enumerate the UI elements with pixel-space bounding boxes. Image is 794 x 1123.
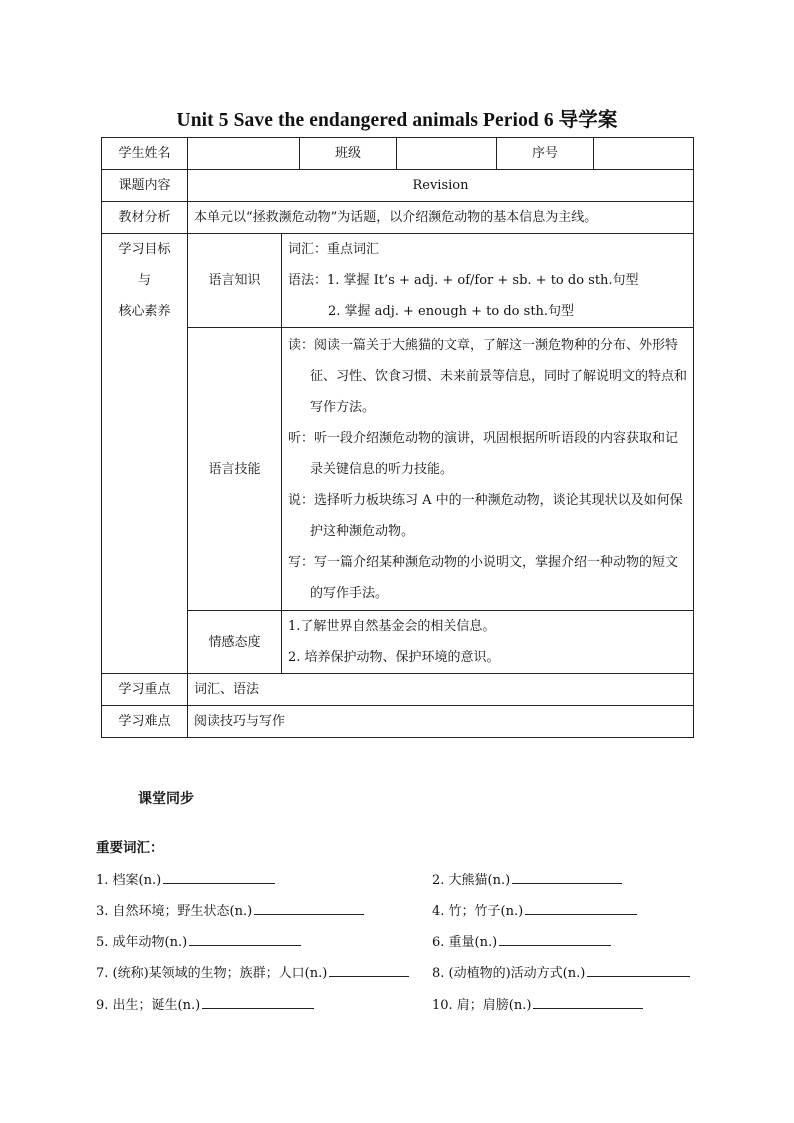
vocab-item-text: 1. 档案(n.) [96, 873, 162, 888]
class-label: 班级 [300, 138, 397, 170]
vocab-item-text: 3. 自然环境；野生状态(n.) [96, 904, 253, 919]
focus-value: 词汇、语法 [188, 674, 694, 706]
vocab-item-1 [96, 869, 275, 888]
vocab-item-text: 2. 大熊猫(n.) [432, 873, 511, 888]
skills-write: 写：写一篇介绍某种濒危动物的小说明文，掌握介绍一种动物的短文的写作手法。 [288, 554, 679, 601]
knowledge-label: 语言知识 [188, 234, 282, 328]
answer-blank[interactable] [512, 870, 622, 884]
attitude-line1: 1.了解世界自然基金会的相关信息。 [288, 619, 496, 634]
skills-speak: 说：选择听力板块练习 A 中的一种濒危动物，谈论其现状以及如何保护这种濒危动物。 [288, 492, 683, 539]
vocab-item-text: 5. 成年动物(n.) [96, 935, 188, 950]
knowledge-line1: 词汇：重点词汇 [288, 242, 380, 257]
lesson-plan-table [101, 137, 694, 738]
student-info-row [102, 138, 694, 170]
answer-blank[interactable] [533, 995, 643, 1009]
answer-blank[interactable] [329, 963, 409, 977]
focus-label: 学习重点 [102, 674, 188, 706]
skills-label: 语言技能 [188, 328, 282, 611]
goals-label-line3: 核心素养 [118, 304, 171, 319]
vocab-item-text: 7. (统称)某领域的生物；族群；人口(n.) [96, 966, 328, 981]
answer-blank[interactable] [202, 995, 314, 1009]
page-title: Unit 5 Save the endangered animals Period 6 导学案 [176, 110, 618, 131]
attitude-content [282, 611, 694, 674]
section-heading: 课堂同步 [138, 791, 194, 807]
vocab-item-5 [96, 931, 301, 950]
answer-blank[interactable] [587, 963, 690, 977]
focus-row [102, 674, 694, 706]
topic-value: Revision [188, 170, 694, 202]
difficulty-label: 学习难点 [102, 706, 188, 738]
vocab-heading: 重要词汇： [96, 840, 164, 856]
vocab-item-8 [432, 962, 690, 981]
vocab-item-7 [96, 962, 409, 981]
difficulty-row [102, 706, 694, 738]
class-field[interactable] [397, 138, 497, 170]
student-name-label: 学生姓名 [102, 138, 188, 170]
goals-label-line2: 与 [137, 273, 151, 288]
attitude-row [102, 611, 694, 674]
attitude-line2: 2. 培养保护动物、保护环境的意识。 [288, 650, 500, 665]
topic-row [102, 170, 694, 202]
vocab-item-2 [432, 869, 622, 888]
difficulty-value: 阅读技巧与写作 [188, 706, 694, 738]
vocab-item-text: 6. 重量(n.) [432, 935, 498, 950]
vocab-item-3 [96, 900, 364, 919]
knowledge-row [102, 234, 694, 328]
skills-read: 读：阅读一篇关于大熊猫的文章，了解这一濒危物种的分布、外形特征、习性、饮食习惯、未来前景等信息，同时了解说明文的特点和写作方法。 [288, 337, 688, 415]
knowledge-line3: 2. 掌握 adj. + enough + to do sth.句型 [328, 304, 575, 319]
skills-content [282, 328, 694, 611]
vocab-item-text: 4. 竹；竹子(n.) [432, 904, 524, 919]
answer-blank[interactable] [254, 901, 364, 915]
skills-row [102, 328, 694, 611]
goals-label-cell [102, 234, 188, 674]
topic-label: 课题内容 [102, 170, 188, 202]
skills-listen: 听：听一段介绍濒危动物的演讲，巩固根据所听语段的内容获取和记录关键信息的听力技能。 [288, 430, 679, 477]
answer-blank[interactable] [499, 932, 611, 946]
analysis-label: 教材分析 [102, 202, 188, 234]
student-name-field[interactable] [188, 138, 300, 170]
vocab-item-9 [96, 994, 314, 1013]
seq-label: 序号 [497, 138, 594, 170]
knowledge-line2: 语法：1. 掌握 It’s + adj. + of/for + sb. + to do sth.句型 [288, 273, 639, 288]
seq-field[interactable] [594, 138, 694, 170]
analysis-row [102, 202, 694, 234]
vocab-item-4 [432, 900, 637, 919]
vocab-item-text: 9. 出生；诞生(n.) [96, 998, 201, 1013]
knowledge-content [282, 234, 694, 328]
vocab-item-10 [432, 994, 643, 1013]
vocab-item-text: 8. (动植物的)活动方式(n.) [432, 966, 586, 981]
vocab-item-text: 10. 肩；肩膀(n.) [432, 998, 532, 1013]
answer-blank[interactable] [189, 932, 301, 946]
attitude-label: 情感态度 [188, 611, 282, 674]
vocab-item-6 [432, 931, 611, 950]
analysis-value: 本单元以“拯救濒危动物”为话题，以介绍濒危动物的基本信息为主线。 [188, 202, 694, 234]
goals-label-line1: 学习目标 [118, 242, 171, 257]
answer-blank[interactable] [525, 901, 637, 915]
answer-blank[interactable] [163, 870, 275, 884]
